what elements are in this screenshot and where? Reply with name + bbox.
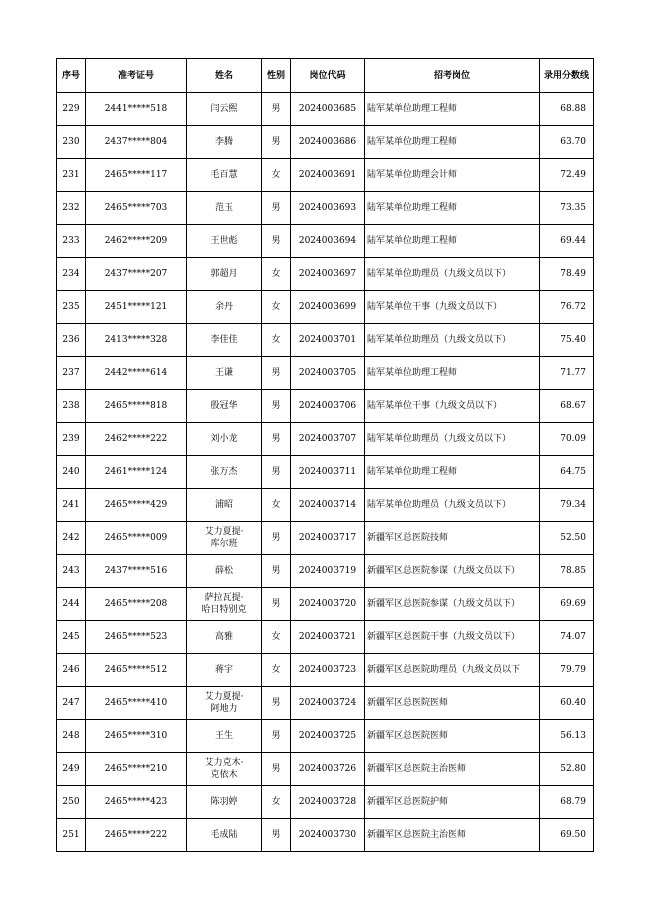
cell-score: 52.80 [540,753,594,786]
cell-gender: 男 [262,192,291,225]
cell-name: 李佳佳 [187,324,262,357]
cell-code: 2024003719 [291,555,365,588]
cell-seq: 231 [57,159,86,192]
cell-ticket: 2465*****117 [86,159,187,192]
table-row [57,225,594,258]
cell-seq: 243 [57,555,86,588]
cell-seq: 236 [57,324,86,357]
cell-score: 52.50 [540,522,594,555]
cell-name: 艾力克木· 克依木 [187,753,262,786]
cell-code: 2024003728 [291,786,365,819]
cell-ticket: 2437*****516 [86,555,187,588]
cell-score: 79.34 [540,489,594,522]
cell-ticket: 2465*****423 [86,786,187,819]
table-row [57,423,594,456]
cell-ticket: 2442*****614 [86,357,187,390]
cell-name: 艾力夏提· 阿地力 [187,687,262,720]
cell-ticket: 2465*****310 [86,720,187,753]
cell-ticket: 2465*****009 [86,522,187,555]
table-row [57,555,594,588]
cell-score: 68.67 [540,390,594,423]
cell-code: 2024003685 [291,93,365,126]
table-row [57,390,594,423]
cell-score: 70.09 [540,423,594,456]
cell-score: 75.40 [540,324,594,357]
cell-code: 2024003730 [291,819,365,852]
cell-gender: 男 [262,819,291,852]
cell-seq: 245 [57,621,86,654]
cell-gender: 男 [262,588,291,621]
cell-name: 高雅 [187,621,262,654]
table-row [57,159,594,192]
header-name: 姓名 [187,59,262,93]
cell-code: 2024003721 [291,621,365,654]
cell-position: 新疆军区总医院助理员（九级文员以下 [365,654,540,687]
cell-gender: 女 [262,621,291,654]
cell-code: 2024003707 [291,423,365,456]
cell-name: 殷冠华 [187,390,262,423]
table-row [57,258,594,291]
cell-position: 陆军某单位助理工程师 [365,126,540,159]
cell-position: 陆军某单位干事（九级文员以下） [365,291,540,324]
cell-score: 68.88 [540,93,594,126]
cell-gender: 男 [262,390,291,423]
cell-gender: 男 [262,555,291,588]
cell-ticket: 2441*****518 [86,93,187,126]
cell-score: 60.40 [540,687,594,720]
cell-seq: 246 [57,654,86,687]
cell-name: 刘小龙 [187,423,262,456]
cell-name: 薛松 [187,555,262,588]
cell-name: 郭超月 [187,258,262,291]
cell-name: 王世彪 [187,225,262,258]
cell-name: 萨拉瓦提· 哈日特别克 [187,588,262,621]
cell-position: 新疆军区总医院技师 [365,522,540,555]
cell-seq: 239 [57,423,86,456]
header-position: 招考岗位 [365,59,540,93]
cell-name: 毛百慧 [187,159,262,192]
cell-name: 艾力夏提· 库尔班 [187,522,262,555]
cell-score: 56.13 [540,720,594,753]
cell-code: 2024003726 [291,753,365,786]
cell-seq: 247 [57,687,86,720]
cell-gender: 男 [262,357,291,390]
cell-seq: 242 [57,522,86,555]
cell-code: 2024003717 [291,522,365,555]
cell-score: 78.85 [540,555,594,588]
table-row [57,291,594,324]
table-row [57,522,594,555]
cell-code: 2024003711 [291,456,365,489]
cell-gender: 女 [262,159,291,192]
cell-name: 李腾 [187,126,262,159]
cell-code: 2024003697 [291,258,365,291]
cell-ticket: 2465*****512 [86,654,187,687]
cell-gender: 女 [262,291,291,324]
table-row [57,654,594,687]
cell-code: 2024003724 [291,687,365,720]
cell-seq: 232 [57,192,86,225]
cell-seq: 229 [57,93,86,126]
cell-ticket: 2465*****703 [86,192,187,225]
cell-code: 2024003694 [291,225,365,258]
table-row [57,720,594,753]
cell-position: 陆军某单位助理员（九级文员以下） [365,423,540,456]
cell-score: 64.75 [540,456,594,489]
cell-name: 范玉 [187,192,262,225]
table-row [57,357,594,390]
cell-name: 蒋宇 [187,654,262,687]
cell-name: 余丹 [187,291,262,324]
cell-ticket: 2465*****222 [86,819,187,852]
cell-position: 陆军某单位助理会计师 [365,159,540,192]
cell-name: 王谦 [187,357,262,390]
table-row [57,588,594,621]
cell-name: 毛成陆 [187,819,262,852]
cell-ticket: 2462*****222 [86,423,187,456]
cell-ticket: 2465*****210 [86,753,187,786]
cell-score: 69.69 [540,588,594,621]
cell-gender: 男 [262,126,291,159]
cell-score: 72.49 [540,159,594,192]
cell-ticket: 2413*****328 [86,324,187,357]
cell-gender: 男 [262,456,291,489]
cell-score: 74.07 [540,621,594,654]
cell-code: 2024003705 [291,357,365,390]
cell-code: 2024003725 [291,720,365,753]
cell-seq: 240 [57,456,86,489]
cell-name: 闫云熙 [187,93,262,126]
cell-code: 2024003706 [291,390,365,423]
table-row [57,93,594,126]
cell-position: 新疆军区总医院护师 [365,786,540,819]
table-row [57,456,594,489]
cell-position: 新疆军区总医院医师 [365,687,540,720]
cell-seq: 251 [57,819,86,852]
cell-position: 新疆军区总医院参谋（九级文员以下） [365,555,540,588]
cell-gender: 男 [262,423,291,456]
cell-position: 陆军某单位助理员（九级文员以下） [365,258,540,291]
cell-code: 2024003693 [291,192,365,225]
table-row [57,786,594,819]
cell-position: 陆军某单位干事（九级文员以下） [365,390,540,423]
cell-position: 新疆军区总医院干事（九级文员以下） [365,621,540,654]
cell-position: 陆军某单位助理工程师 [365,192,540,225]
cell-seq: 249 [57,753,86,786]
header-gender: 性别 [262,59,291,93]
cell-gender: 女 [262,489,291,522]
results-table [56,58,594,852]
cell-seq: 238 [57,390,86,423]
cell-score: 68.79 [540,786,594,819]
cell-ticket: 2465*****818 [86,390,187,423]
cell-ticket: 2461*****124 [86,456,187,489]
cell-position: 陆军某单位助理工程师 [365,456,540,489]
cell-code: 2024003723 [291,654,365,687]
header-score: 录用分数线 [540,59,594,93]
cell-seq: 233 [57,225,86,258]
cell-ticket: 2437*****804 [86,126,187,159]
table-row [57,126,594,159]
cell-seq: 244 [57,588,86,621]
cell-position: 陆军某单位助理员（九级文员以下） [365,489,540,522]
cell-name: 浦昭 [187,489,262,522]
table-row [57,753,594,786]
cell-gender: 男 [262,720,291,753]
cell-position: 新疆军区总医院主治医师 [365,753,540,786]
cell-ticket: 2465*****410 [86,687,187,720]
cell-ticket: 2451*****121 [86,291,187,324]
header-code: 岗位代码 [291,59,365,93]
cell-seq: 230 [57,126,86,159]
cell-gender: 男 [262,225,291,258]
cell-ticket: 2465*****523 [86,621,187,654]
cell-seq: 235 [57,291,86,324]
cell-score: 69.50 [540,819,594,852]
table-body [57,93,594,852]
cell-seq: 241 [57,489,86,522]
cell-gender: 男 [262,93,291,126]
cell-score: 69.44 [540,225,594,258]
cell-position: 新疆军区总医院主治医师 [365,819,540,852]
cell-ticket: 2465*****429 [86,489,187,522]
cell-score: 76.72 [540,291,594,324]
table-row [57,324,594,357]
table-row [57,621,594,654]
cell-seq: 237 [57,357,86,390]
cell-name: 王生 [187,720,262,753]
cell-ticket: 2437*****207 [86,258,187,291]
cell-gender: 男 [262,753,291,786]
cell-seq: 248 [57,720,86,753]
cell-code: 2024003699 [291,291,365,324]
cell-score: 78.49 [540,258,594,291]
cell-gender: 女 [262,258,291,291]
table-row [57,819,594,852]
table-row [57,489,594,522]
cell-gender: 男 [262,687,291,720]
cell-position: 新疆军区总医院医师 [365,720,540,753]
cell-code: 2024003701 [291,324,365,357]
cell-score: 71.77 [540,357,594,390]
cell-ticket: 2462*****209 [86,225,187,258]
cell-position: 陆军某单位助理员（九级文员以下） [365,324,540,357]
cell-gender: 女 [262,324,291,357]
cell-score: 79.79 [540,654,594,687]
cell-position: 陆军某单位助理工程师 [365,357,540,390]
cell-code: 2024003686 [291,126,365,159]
cell-score: 63.70 [540,126,594,159]
cell-gender: 女 [262,786,291,819]
table-row [57,192,594,225]
cell-code: 2024003691 [291,159,365,192]
cell-score: 73.35 [540,192,594,225]
header-ticket: 准考证号 [86,59,187,93]
cell-code: 2024003720 [291,588,365,621]
cell-name: 张万杰 [187,456,262,489]
cell-seq: 250 [57,786,86,819]
cell-seq: 234 [57,258,86,291]
cell-name: 陈羽婷 [187,786,262,819]
table-row [57,687,594,720]
cell-ticket: 2465*****208 [86,588,187,621]
header-seq: 序号 [57,59,86,93]
table-header-row [57,59,594,93]
cell-position: 陆军某单位助理工程师 [365,93,540,126]
cell-position: 陆军某单位助理工程师 [365,225,540,258]
cell-gender: 女 [262,654,291,687]
cell-gender: 男 [262,522,291,555]
cell-code: 2024003714 [291,489,365,522]
cell-position: 新疆军区总医院参谋（九级文员以下） [365,588,540,621]
